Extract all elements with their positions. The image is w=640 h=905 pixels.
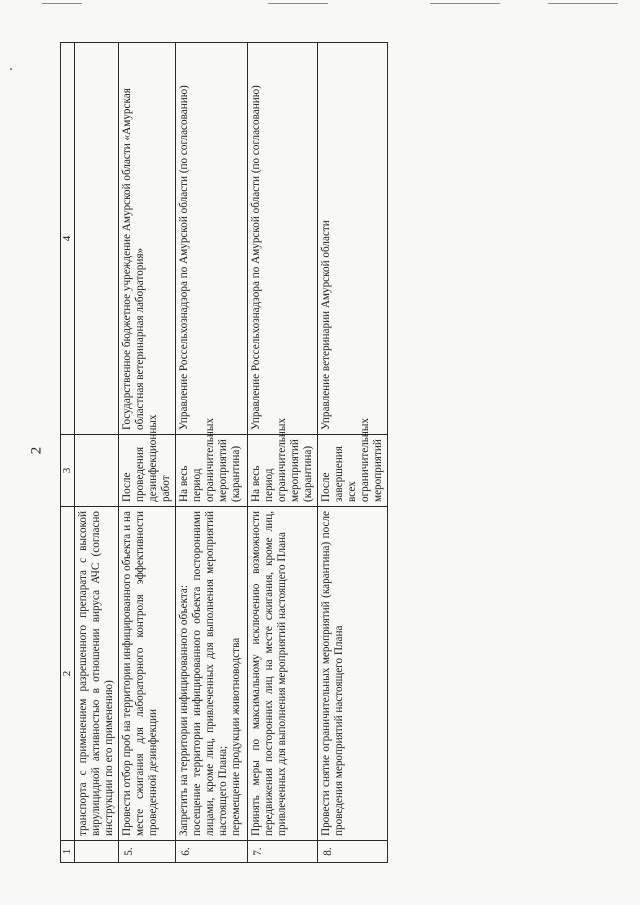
action-cell: транспорта с применением разрешенного препарата с высокой вирулицидной активностью в отношении вируса АЧС (согласно инструкции по его применению)	[75, 507, 119, 841]
table-row	[318, 43, 388, 863]
header-cell: 4	[61, 43, 75, 435]
action-cell: Провести отбор проб на территории инфицированного объекта и на месте сжигания для лабораторного контроля эффективности проведенной дезинфекции	[119, 507, 176, 841]
table-row	[75, 43, 119, 863]
responsible-cell: Государственное бюджетное учреждение Амурской области «Амурская областная ветеринарная лаборатория»	[119, 43, 176, 435]
action-cell: Принять меры по максимальному исключению возможности передвижения посторонних лиц на месте сжигания, кроме лиц, привлеченных для выполнения мероприятий настоящего Плана	[248, 507, 318, 841]
table-row	[248, 43, 318, 863]
term-cell: На весь период ограничительных мероприятий (карантина)	[248, 435, 318, 507]
responsible-cell: Управление Россельхознадзора по Амурской области (по согласованию)	[248, 43, 318, 435]
table-row	[176, 43, 248, 863]
scan-mark	[42, 3, 82, 4]
table-row	[119, 43, 176, 863]
term-cell: После проведения дезинфекционных работ	[119, 435, 176, 507]
header-cell: 2	[61, 507, 75, 841]
scan-mark	[268, 3, 328, 4]
action-cell: Провести снятие ограничительных мероприятий (карантина) после проведения мероприятий настоящего Плана	[318, 507, 388, 841]
plan-table	[60, 42, 388, 863]
term-cell	[75, 435, 119, 507]
responsible-cell: Управление ветеринарии Амурской области	[318, 43, 388, 435]
action-cell	[176, 507, 248, 841]
scan-mark	[10, 68, 12, 70]
responsible-cell: Управление Россельхознадзора по Амурской области (по согласованию)	[176, 43, 248, 435]
header-cell: 1	[61, 841, 75, 863]
rotated-table-container	[60, 43, 384, 863]
action-line: перемещение продукции животноводства	[230, 637, 242, 836]
row-number: 6.	[176, 841, 248, 863]
term-cell: После завершения всех ограничительных мероприятий	[318, 435, 388, 507]
term-cell: На весь период ограничительных мероприятий (карантина)	[176, 435, 248, 507]
page-number: 2	[28, 446, 45, 455]
scan-mark	[548, 3, 618, 4]
header-cell: 3	[61, 435, 75, 507]
action-line: посещение территории инфицированного объекта посторонними лицами, кроме лиц, привлеченных для выполнения мероприятий настоящего Плана;	[191, 511, 229, 836]
responsible-cell	[75, 43, 119, 435]
row-number: 7.	[248, 841, 318, 863]
row-number: 8.	[318, 841, 388, 863]
table-header-row	[61, 43, 75, 863]
row-number: 5.	[119, 841, 176, 863]
scan-mark	[430, 3, 500, 4]
action-line: Запретить на территории инфицированного объекта:	[178, 585, 190, 836]
row-number	[75, 841, 119, 863]
